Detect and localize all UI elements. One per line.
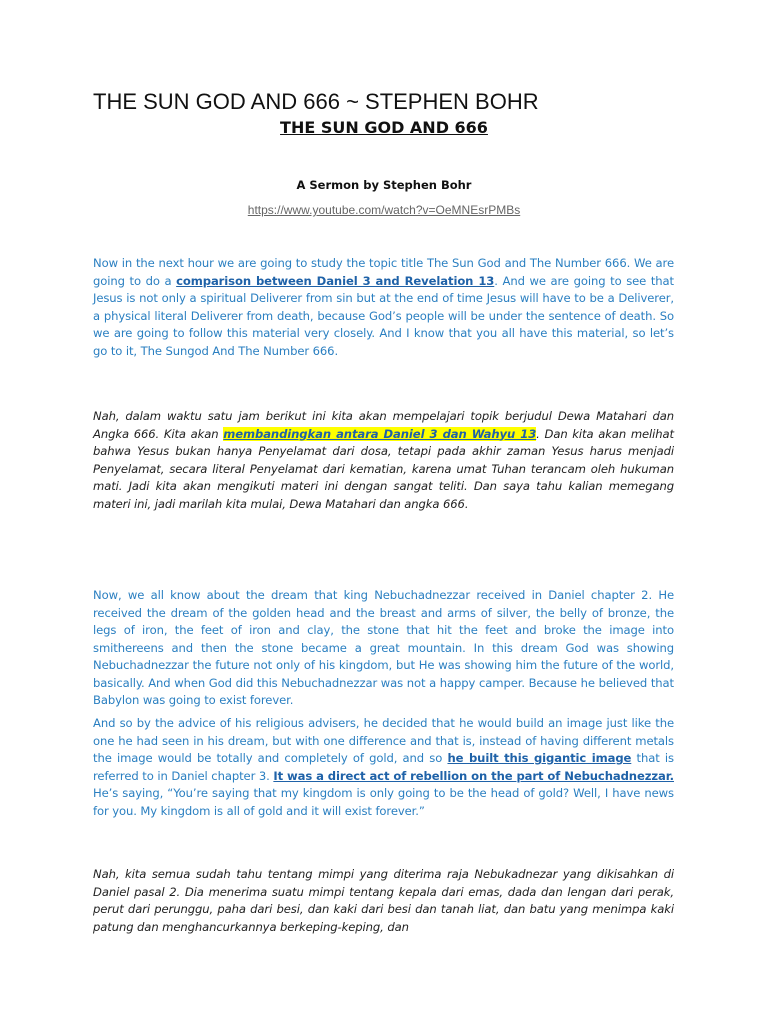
paragraph-text: that is referred to in Daniel chapter 3. [93,751,674,783]
document-title: THE SUN GOD AND 666 ~ STEPHEN BOHR [93,89,539,114]
paragraph-text: He’s saying, “You’re saying that my kingdom is only going to be the head of gold? Well, I have news for you. My kingdom is all of gold and it will exist forever.” [93,786,674,818]
paragraph-english-dream: Now, we all know about the dream that king Nebuchadnezzar received in Daniel chapter 2. He received the dream of the golden head and the breast and arms of silver, the belly of bronze, the legs of iron, the feet of iron and clay, the stone that hit the feet and broke the image into smithereens and then the stone became a great mountain. In this dream God was showing Nebuchadnezzar the future not only of his kingdom, but He was showing him the future of the world, basically. And when God did this Nebuchadnezzar was not a happy camper. Because he believed that Babylon was going to exist forever. [93,588,674,707]
paragraph-text: Now in the next hour we are going to study the topic title The Sun God and The Number 666. We are going to do a [93,256,674,288]
rebellion-link[interactable]: It was a direct act of rebellion on the part of Nebuchadnezzar. [273,768,674,783]
paragraph-text: And so by the advice of his religious advisers, he decided that he would build an image just like the one he had seen in his dream, but with one difference and that is, instead of having different metals the image would be totally and completely of gold, and so [93,716,674,765]
gigantic-image-link[interactable]: he built this gigantic image [447,751,632,765]
paragraph-text: . Dan kita akan melihat bahwa Yesus bukan hanya Penyelamat dari dosa, tetapi pada akhir zaman Yesus harus menjadi Penyelamat, secara literal Penyelamat dari kematian, karena umat Tuhan terancam oleh hukuman mati. Jadi kita akan mengikuti materi ini dengan sangat teliti. Dan saya tahu kalian memegang materi ini, jadi marilah kita mulai, Dewa Matahari dan angka 666. [93,426,675,511]
sermon-title: THE SUN GOD AND 666 [280,118,488,137]
paragraph-text: Nah, dalam waktu satu jam berikut ini kita akan mempelajari topik berjudul Dewa Matahari dan Angka 666. Kita akan [93,409,674,441]
sermon-byline: A Sermon by Stephen Bohr [296,178,472,192]
highlighted-comparison-link[interactable]: membandingkan antara Daniel 3 dan Wahyu 13 [223,426,537,441]
paragraph-english-intro [93,255,674,360]
paragraph-indonesian-intro [93,408,674,513]
paragraph-text: . And we are going to see that Jesus is not only a spiritual Deliverer from sin but at the end of time Jesus will have to be a Deliverer, a physical literal Deliverer from death, because God’s people will be under the sentence of death. So we are going to follow this material very closely. And I know that you all have this material, so let’s go to it, The Sungod And The Number 666. [93,273,674,358]
youtube-source-link[interactable]: https://www.youtube.com/watch?v=OeMNEsrPMBs [247,203,521,217]
comparison-link[interactable]: comparison between Daniel 3 and Revelation 13 [176,273,495,288]
paragraph-indonesian-dream: Nah, kita semua sudah tahu tentang mimpi yang diterima raja Nebukadnezar yang dikisahkan di Daniel pasal 2. Dia menerima suatu mimpi tentang kepala dari emas, dada dan lengan dari perak, perut dari perunggu, paha dari besi, dan kaki dari besi dan tanah liat, dan batu yang menimpa kaki patung dan menghancurkannya berkeping-keping, dan [93,867,674,934]
paragraph-english-image [93,715,674,820]
